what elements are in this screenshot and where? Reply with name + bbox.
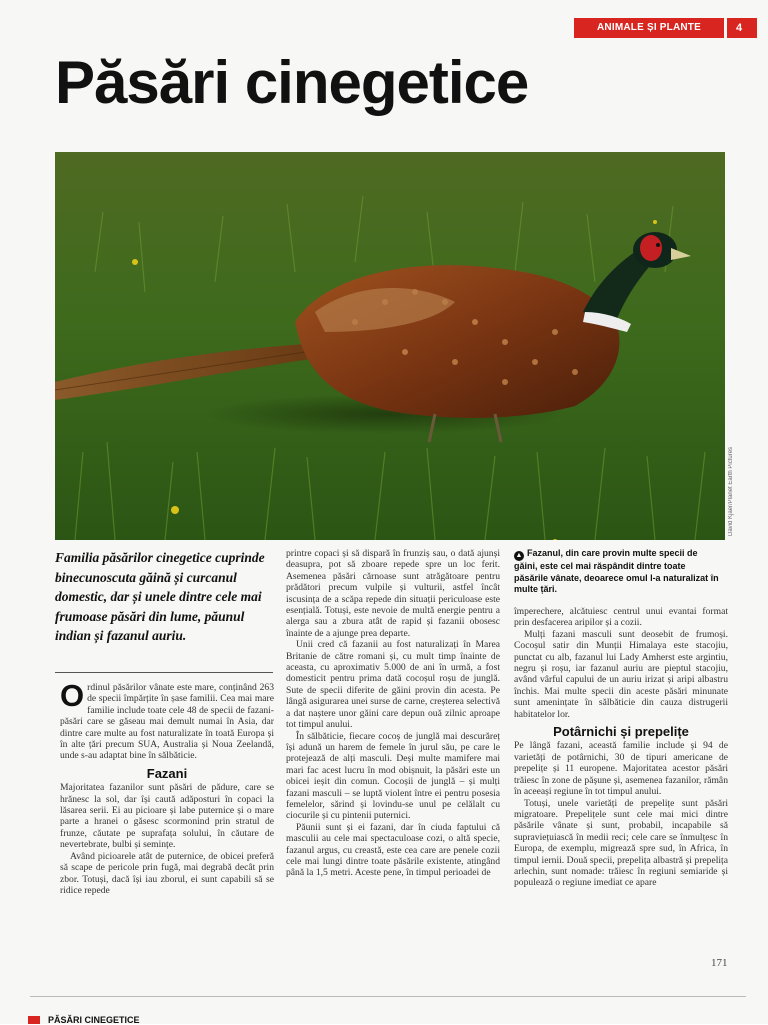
paragraph: Unii cred că fazanii au fost naturalizați în Marea Britanie de către romani și, cu mult timp înainte de aceasta, cu aproximativ 5.000 de ani în urmă, a fost domesticit pentru prima dată cocoșul roșu de junglă. Sute de specii diferite de găini provin din acesta. Pe lângă asigurarea unei surse de carne, creșterea selectivă a dat naștere unor găini care depun ouă zilnic aproape tot timpul anului. bbox=[286, 639, 500, 731]
column-1 bbox=[60, 678, 274, 896]
photo-credit: David Kjaer/Planet Earth Pictures bbox=[728, 446, 734, 536]
page-divider bbox=[30, 996, 746, 997]
section-label: ANIMALE ȘI PLANTE bbox=[597, 22, 701, 33]
paragraph: Majoritatea fazanilor sunt păsări de pădure, care se hrănesc la sol, dar își caută adăposturi în copaci la lăsarea serii. Ei au picioare și labe puternice și o mare parte a hranei o găsesc scormonind prin stratul de frunze, căutate pe suprafața solului, în căutare de nevertebrate, bulbi și semințe. bbox=[60, 782, 274, 851]
section-tab-number: 4 bbox=[727, 18, 757, 38]
paragraph: Păunii sunt și ei fazani, dar în ciuda faptului că masculii au cele mai spectaculoase cozi, o altă specie, fazanul argus, cu creastă, este cea care are penele cozii cele mai lungi dintre toate păsările existente, atingând până la 1,5 metri. Aceste pene, în timpul perioadei de bbox=[286, 821, 500, 879]
paragraph: Mulți fazani masculi sunt deosebit de frumoși. Cocoșul satir din Munții Himalaya este stacojiu, punctat cu alb, fazanul lui Lady Amherst este argintiu, negru și roșu, iar fazanul auriu are pieptul stacojiu, având vârful capului de un auriu irizat și aripi albastru închis. Mai multe specii din aceste păsări minunate sunt amenințate în sălbăticie din cauza distrugerii habitatelor lor. bbox=[514, 628, 728, 720]
subhead-potarnichi: Potârnichi și prepelițe bbox=[553, 724, 689, 740]
paragraph: Pe lângă fazani, această familie include și 94 de varietăți de potârnichi, 30 de tipuri americane de prepelițe și 11 europene. Majoritatea acestor păsări trăiesc în zone de pășune și, asemenea fazanilor, rămân în aceeași regiune în tot timpul anului. bbox=[514, 740, 728, 798]
paragraph: În sălbăticie, fiecare cocoș de junglă mai descurăreț își adună un harem de femele în jurul său, pe care le protejează de alți masculi. Deși multe mamifere mai mari fac acest lucru în mod obișnuit, la păsări este un obicei ieșit din comun. Cocoșii de junglă – și mulți fazani masculi – se luptă violent între ei pentru posesia femelelor, sărind și lovindu-se unul pe celălalt cu ciocurile și cu pintenii puternici. bbox=[286, 730, 500, 822]
paragraph: printre copaci și să dispară în frunziș sau, o dată ajunși deasupra, pot să zboare repede spre un loc ferit. Asemenea păsări cărnoase sunt atrăgătoare pentru prădători precum vulpile și vulturii, astfel încât iscusința de a scăpa repede din situații periculoase este esențială. Totuși, este nevoie de multă energie pentru a alerga sau a zbura atât de rapid și fazanii obosesc înainte de a ajunge prea departe. bbox=[286, 548, 500, 639]
pheasant-photo bbox=[55, 152, 725, 540]
lead-paragraph bbox=[60, 678, 274, 762]
next-page-marker bbox=[28, 1016, 40, 1024]
column-2 bbox=[286, 548, 500, 879]
page-title: Păsări cinegetice bbox=[55, 49, 529, 116]
caption-text: Fazanul, din care provin multe specii de găini, este cel mai răspândit dintre toate păsările vânate, deoarece omul l-a naturalizat în multe țări. bbox=[514, 548, 719, 595]
paragraph: Având picioarele atât de puternice, de obicei preferă să scape de pericole prin fugă, mai degrabă decât prin zbor. Totuși, dacă își iau zborul, ei sunt capabili să se ridice repede bbox=[60, 850, 274, 896]
page-number: 171 bbox=[711, 957, 728, 969]
lead-text: rdinul păsărilor vânate este mare, conținând 263 de specii împărțite în șase familii. Cea mai mare familie include toate cele 48 de specii de fazani-păsări care se găseau mai demult numai în Asia, dar dintre care multe au fost naturalizate în toată Europa și în alte țări precum SUA, Australia și Noua Zeelandă, unde s-au adaptat bine în sălbăticie. bbox=[60, 682, 274, 762]
drop-cap: O bbox=[60, 678, 85, 713]
paragraph: împerechere, alcătuiesc centrul unui evantai format prin desfacerea aripilor și a cozii. bbox=[514, 606, 728, 629]
subhead-fazani: Fazani bbox=[146, 765, 188, 781]
intro-divider bbox=[55, 672, 273, 673]
caption-arrow-icon: ▲ bbox=[515, 552, 523, 559]
column-3 bbox=[514, 606, 728, 889]
intro-text: Familia păsărilor cinegetice cuprinde binecunoscuta găină și curcanul domestic, dar și unele dintre cele mai frumoase păsări din lume, păunul indian și fazanul auriu. bbox=[55, 550, 265, 643]
photo-caption bbox=[514, 548, 722, 596]
paragraph: Totuși, unele varietăți de prepelițe sunt păsări migratoare. Prepelițele sunt cele mai mici dintre păsările vânate și sunt, probabil, incapabile să supraviețuiască în medii reci; cele care se înmulțesc în Europa, de exemplu, migrează spre sud, în Africa, în timpul iernii. Două specii, prepelița albastră și prepelița arlechin, sunt nomade: trăiesc în regiuni semiaride și populează o regiune imediat ce apare bbox=[514, 797, 728, 889]
next-page-title: PĂSĂRI CINEGETICE bbox=[48, 1015, 140, 1025]
